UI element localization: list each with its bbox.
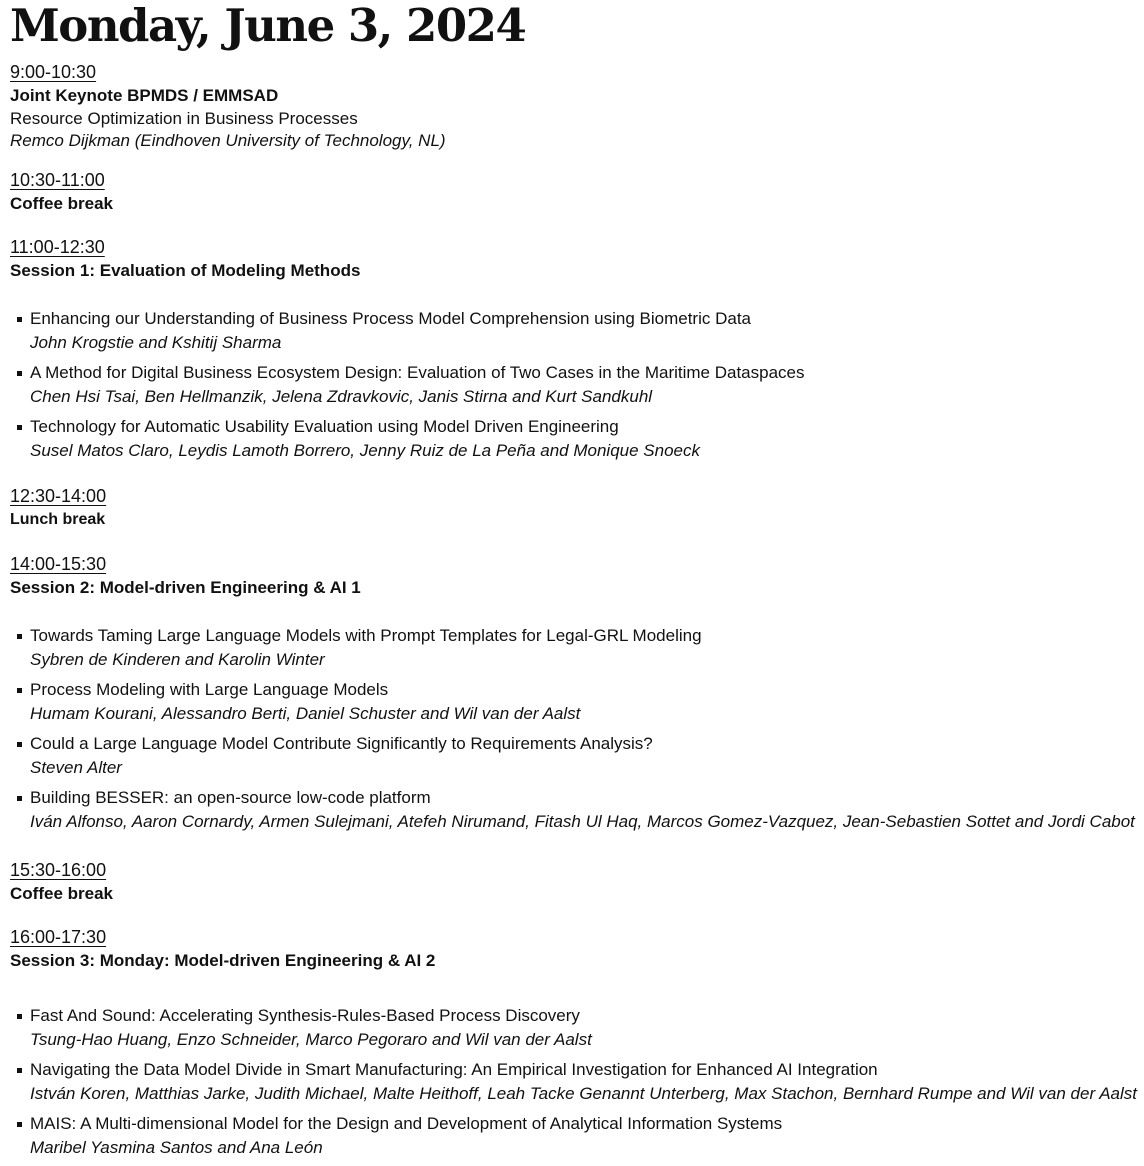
slot-time: 11:00-12:30	[10, 237, 105, 257]
paper-authors: Sybren de Kinderen and Karolin Winter	[30, 650, 325, 669]
day-title: Monday, June 3, 2024	[10, 0, 526, 52]
slot-heading: Coffee break	[10, 194, 113, 213]
slot-session-3	[10, 925, 1140, 973]
list-item	[10, 1004, 1140, 1052]
slot-heading: Coffee break	[10, 884, 113, 903]
list-item	[10, 1058, 1140, 1106]
paper-authors: Steven Alter	[30, 758, 122, 777]
paper-title: Could a Large Language Model Contribute Significantly to Requirements Analysis?	[30, 734, 653, 753]
slot-time: 10:30-11:00	[10, 170, 105, 190]
slot-time: 14:00-15:30	[10, 554, 107, 574]
list-item	[10, 624, 1140, 672]
paper-authors: John Krogstie and Kshitij Sharma	[30, 333, 282, 352]
slot-coffee-break-2	[10, 858, 1140, 906]
slot-time: 9:00-10:30	[10, 62, 97, 82]
slot-coffee-break-1	[10, 168, 1140, 216]
slot-time: 16:00-17:30	[10, 927, 107, 947]
session-2-paper-list	[10, 624, 1140, 840]
paper-title: Building BESSER: an open-source low-code platform	[30, 788, 431, 807]
paper-authors: Susel Matos Claro, Leydis Lamoth Borrero, Jenny Ruiz de La Peña and Monique Snoeck	[30, 441, 700, 460]
list-item	[10, 1112, 1140, 1160]
paper-title: Technology for Automatic Usability Evaluation using Model Driven Engineering	[30, 417, 619, 436]
keynote-title: Resource Optimization in Business Processes	[10, 109, 358, 128]
slot-lunch-break	[10, 484, 1140, 532]
list-item	[10, 415, 1140, 463]
paper-authors: István Koren, Matthias Jarke, Judith Michael, Malte Heithoff, Leah Tacke Genannt Unterberg, Max Stachon, Bernhard Rumpe and Wil van der Aalst	[30, 1084, 1137, 1103]
slot-heading: Session 1: Evaluation of Modeling Methods	[10, 261, 361, 280]
slot-heading: Joint Keynote BPMDS / EMMSAD	[10, 86, 279, 105]
paper-title: Navigating the Data Model Divide in Smart Manufacturing: An Empirical Investigation for Enhanced AI Integration	[30, 1060, 878, 1079]
list-item	[10, 307, 1140, 355]
slot-session-2	[10, 552, 1140, 600]
list-item	[10, 361, 1140, 409]
slot-time: 15:30-16:00	[10, 860, 107, 880]
paper-authors: Maribel Yasmina Santos and Ana León	[30, 1138, 323, 1157]
paper-title: Fast And Sound: Accelerating Synthesis-Rules-Based Process Discovery	[30, 1006, 580, 1025]
paper-authors: Tsung-Hao Huang, Enzo Schneider, Marco Pegoraro and Wil van der Aalst	[30, 1030, 592, 1049]
paper-title: Towards Taming Large Language Models with Prompt Templates for Legal-GRL Modeling	[30, 626, 702, 645]
slot-keynote	[10, 60, 1140, 152]
schedule-page	[10, 0, 1140, 1157]
paper-authors: Humam Kourani, Alessandro Berti, Daniel Schuster and Wil van der Aalst	[30, 704, 581, 723]
paper-title: A Method for Digital Business Ecosystem Design: Evaluation of Two Cases in the Maritime Dataspaces	[30, 363, 805, 382]
list-item	[10, 732, 1140, 780]
session-3-paper-list	[10, 1004, 1140, 1166]
session-1-paper-list	[10, 307, 1140, 469]
slot-heading: Session 3: Monday: Model-driven Engineering & AI 2	[10, 951, 436, 970]
slot-session-1	[10, 235, 1140, 283]
keynote-speaker: Remco Dijkman (Eindhoven University of Technology, NL)	[10, 131, 446, 150]
slot-time: 12:30-14:00	[10, 486, 107, 506]
paper-title: MAIS: A Multi-dimensional Model for the Design and Development of Analytical Information Systems	[30, 1114, 783, 1133]
slot-heading: Session 2: Model-driven Engineering & AI 1	[10, 578, 361, 597]
paper-authors: Chen Hsi Tsai, Ben Hellmanzik, Jelena Zdravkovic, Janis Stirna and Kurt Sandkuhl	[30, 387, 653, 406]
paper-title: Process Modeling with Large Language Models	[30, 680, 389, 699]
list-item	[10, 678, 1140, 726]
slot-heading: Lunch break	[10, 511, 106, 528]
list-item	[10, 786, 1140, 834]
paper-authors: Iván Alfonso, Aaron Cornardy, Armen Sulejmani, Atefeh Nirumand, Fitash Ul Haq, Marcos Gomez-Vazquez, Jean-Sebastien Sottet and Jordi Cabot	[30, 812, 1135, 831]
paper-title: Enhancing our Understanding of Business Process Model Comprehension using Biometric Data	[30, 309, 751, 328]
